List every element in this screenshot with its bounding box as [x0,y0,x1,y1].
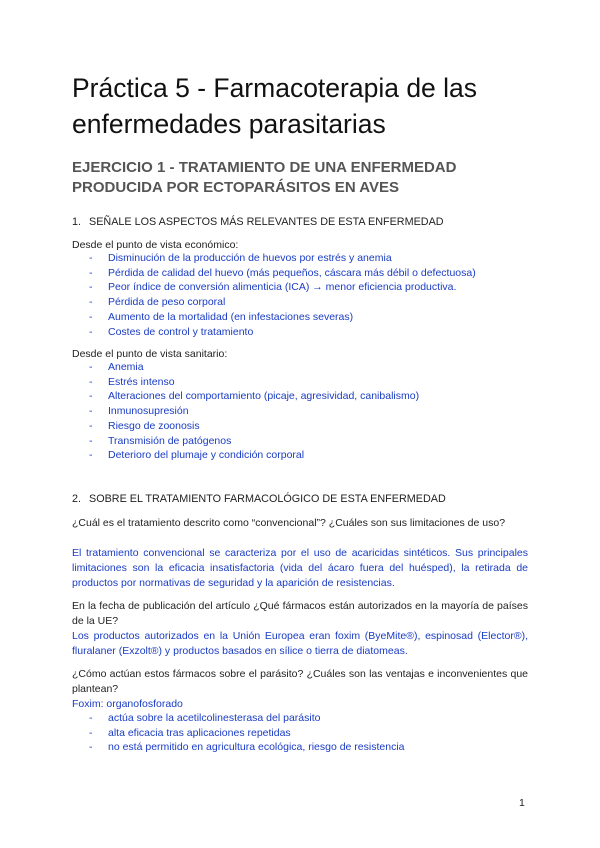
list-item: - actúa sobre la acetilcolinesterasa del parásito [88,711,405,726]
section-1-title: SEÑALE LOS ASPECTOS MÁS RELEVANTES DE ESTA ENFERMEDAD [89,216,444,228]
foxim-list [88,711,405,755]
list-item: - Pérdida de peso corporal [88,295,476,310]
health-label: Desde el punto de vista sanitario: [72,348,228,360]
list-item: - no está permitido en agricultura ecológica, riesgo de resistencia [88,740,405,755]
page-title: Práctica 5 - Farmacoterapia de las enfermedades parasitarias [72,73,478,139]
question-3: ¿Cómo actúan estos fármacos sobre el parásito? ¿Cuáles son las ventajas e inconvenientes que plantean? [72,668,528,695]
question-2: En la fecha de publicación del artículo ¿Qué fármacos están autorizados en la mayoría de países de la UE? [72,600,528,627]
foxim-label: Foxim: organofosforado [72,698,183,710]
section-2-title: SOBRE EL TRATAMIENTO FARMACOLÓGICO DE ESTA ENFERMEDAD [89,493,446,505]
exercise-heading: EJERCICIO 1 - TRATAMIENTO DE UNA ENFERMEDAD PRODUCIDA POR ECTOPARÁSITOS EN AVES [72,159,457,196]
list-item: - alta eficacia tras aplicaciones repetidas [88,726,405,741]
page-number: 1 [519,797,525,809]
list-item: - Transmisión de patógenos [88,434,419,449]
list-item: - Inmunosupresión [88,404,419,419]
section-2-heading [72,492,542,506]
answer-2: Los productos autorizados en la Unión Europea eran foxim (ByeMite®), espinosad (Elector®), fluralaner (Exzolt®) y productos basados en sílice o tierra de diatomeas. [72,630,528,657]
list-item: - Riesgo de zoonosis [88,419,419,434]
section-2-number: 2. [72,493,82,505]
section-1-number: 1. [72,216,82,228]
answer-1: El tratamiento convencional se caracteriza por el uso de acaricidas sintéticos. Sus principales limitaciones son la eficacia insatisfactoria (vida del ácaro fuera del huésped), la retirada de productos por normativas de seguridad y la aparición de resistencias. [72,547,528,589]
list-item: - Aumento de la mortalidad (en infestaciones severas) [88,310,476,325]
economic-list [88,251,476,339]
list-item: - Disminución de la producción de huevos por estrés y anemia [88,251,476,266]
health-list [88,360,419,463]
list-item: - Anemia [88,360,419,375]
list-item: - Pérdida de calidad del huevo (más pequeños, cáscara más débil o defectuosa) [88,266,476,281]
section-1-heading [72,215,542,229]
list-item: - Alteraciones del comportamiento (picaje, agresividad, canibalismo) [88,389,419,404]
list-item: - Deterioro del plumaje y condición corporal [88,448,419,463]
question-1: ¿Cuál es el tratamiento descrito como “convencional”? ¿Cuáles son sus limitaciones de uso? [72,517,506,529]
economic-label: Desde el punto de vista económico: [72,239,239,251]
list-item: - Peor índice de conversión alimenticia (ICA) → menor eficiencia productiva. [88,280,476,295]
list-item: - Estrés intenso [88,375,419,390]
list-item: - Costes de control y tratamiento [88,325,476,340]
